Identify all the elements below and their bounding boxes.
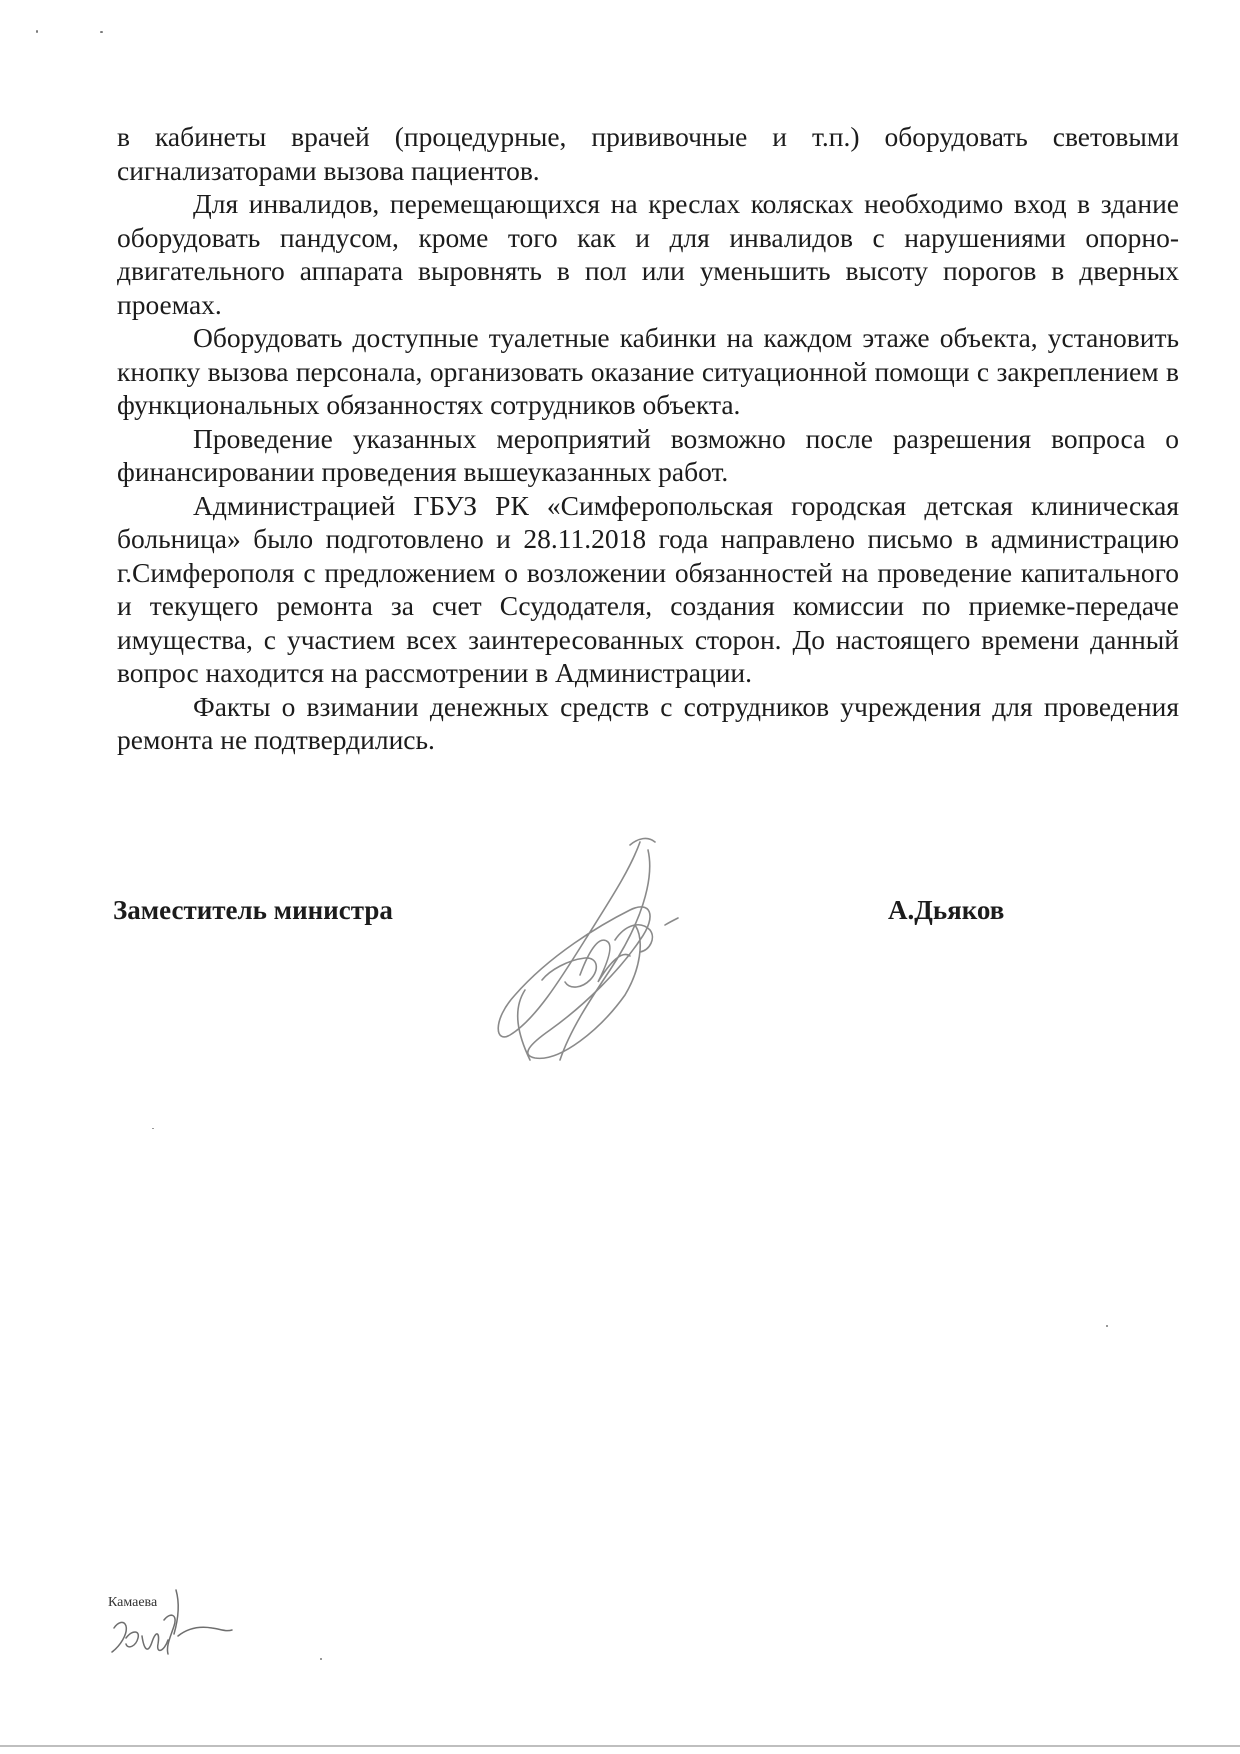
letter-body [117,120,1179,757]
paragraph: Администрацией ГБУЗ РК «Симферопольская городская детская клиническая больница» было подготовлено и 28.11.2018 года направлено письмо в администрацию г.Симферополя с предложением о возложении обязанностей на проведение капитального и текущего ремонта за счет Ссудодателя, создания комиссии по приемке-передаче имущества, с участием всех заинтересованных сторон. До настоящего времени данный вопрос находится на рассмотрении в Администрации. [117,489,1179,688]
scan-speck [36,30,38,33]
signatory-name: А.Дьяков [888,895,1005,925]
scan-speck [100,31,103,33]
paragraph: Проведение указанных мероприятий возможно после разрешения вопроса о финансировании проведения вышеуказанных работ. [117,422,1179,487]
executor-name: Камаева [108,1595,158,1610]
scan-speck [1106,1325,1108,1327]
executor-initials-signature [108,1580,238,1660]
scan-speck [320,1658,322,1660]
paragraph: Оборудовать доступные туалетные кабинки на каждом этаже объекта, установить кнопку вызова персонала, организовать оказание ситуационной помощи с закреплением в функциональных обязанностях сотрудников объекта. [117,322,1179,420]
signatory-position: Заместитель министра [113,895,393,925]
scan-speck [152,1128,154,1129]
paragraph: в кабинеты врачей (процедурные, прививочные и т.п.) оборудовать световыми сигнализаторами вызова пациентов. [117,121,1179,186]
paragraph: Факты о взимании денежных средств с сотрудников учреждения для проведения ремонта не подтвердились. [117,690,1179,755]
paragraph: Для инвалидов, перемещающихся на креслах колясках необходимо вход в здание оборудовать пандусом, кроме того как и для инвалидов с нарушениями опорно-двигательного аппарата выровнять в пол или уменьшить высоту порогов в дверных проемах. [117,188,1179,320]
handwritten-signature [490,830,710,1070]
scan-edge-line [0,1745,1240,1747]
